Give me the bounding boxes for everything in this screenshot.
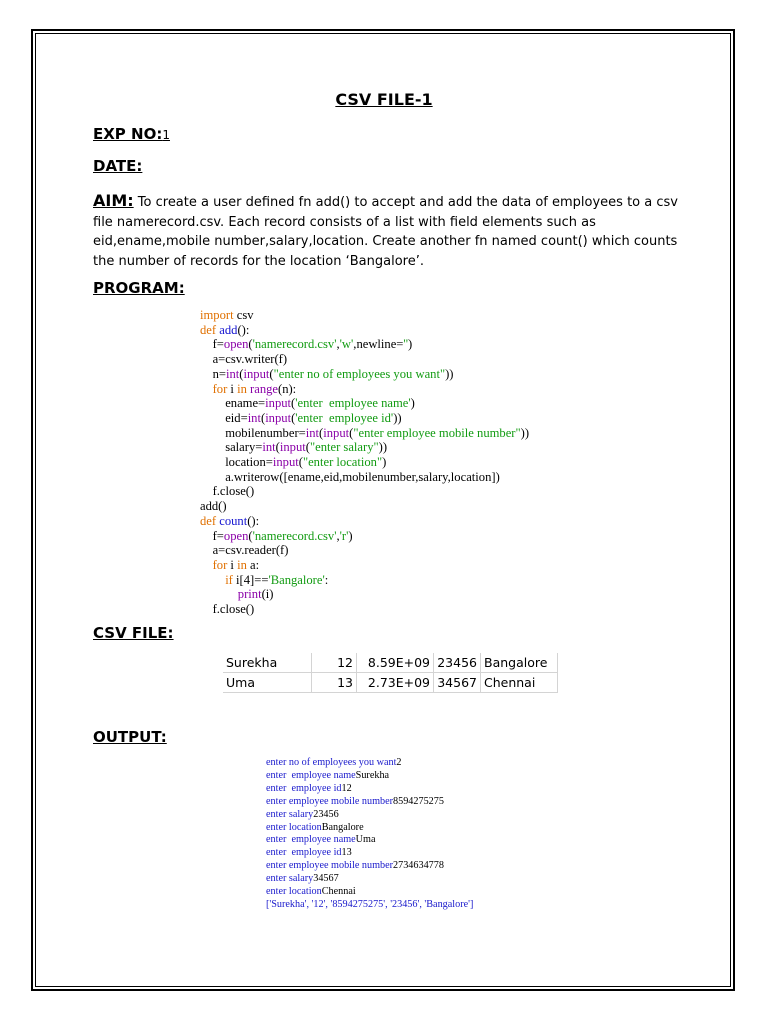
code-token: ( [269,366,274,381]
code-token: ( [349,425,354,440]
output-line [266,899,494,912]
code-token: : [324,572,329,587]
table-cell: Chennai [481,673,558,693]
code-token: 'w' [339,337,354,352]
output-token: 13 [341,847,352,859]
code-token [200,382,213,396]
output-token: 23456 [313,808,339,820]
output-token: ['Surekha', '12', '8594275275', '23456', 'Bangalore'] [266,898,474,910]
code-token: , [336,337,340,352]
code-token: '' [403,337,408,352]
code-token: )) [378,440,388,455]
output-token: Bangalore [321,821,364,833]
code-token: ( [291,410,296,425]
code-token: ( [248,337,253,352]
output-token: 2734634778 [393,860,444,872]
code-token: 'Bangalore' [268,572,325,587]
code-token: i [227,381,238,396]
code-token: add() [200,499,227,514]
code-token: i [227,557,238,572]
code-token: (): [237,322,250,337]
code-token: , [336,528,340,543]
date-heading: DATE: [93,157,143,175]
code-line [200,573,529,588]
aim-label: AIM: [93,191,134,210]
code-token: ( [291,396,296,411]
code-token: int [305,425,320,440]
code-line [200,426,529,441]
output-line [266,834,494,847]
code-token: "enter no of employees you want" [273,366,446,381]
table-cell: Bangalore [481,653,558,673]
table-cell: 12 [312,653,357,673]
program-code-block [200,308,529,617]
code-token: input [265,410,292,425]
output-token: Uma [355,834,376,846]
output-token: enter employee id [266,782,342,794]
code-token: if [225,572,233,587]
code-token: (): [247,513,260,528]
code-token: in [237,557,247,572]
code-line [200,499,529,514]
code-token: ( [275,440,280,455]
table-cell: Surekha [223,653,312,673]
code-token: 'namerecord.csv' [252,528,337,543]
code-token: add [219,322,238,337]
output-line [266,770,494,783]
output-token: 34567 [313,873,339,885]
code-token: for [212,381,228,396]
code-token: a.writerow([ename,eid,mobilenumber,salary,location]) [200,469,500,484]
output-line [266,860,494,873]
code-token: ename= [200,396,266,411]
code-line [200,543,529,558]
code-token: 'enter employee name' [295,396,411,411]
code-token: (i) [261,587,274,602]
code-token: ,newline= [353,337,404,352]
code-token: i[4]== [232,572,269,587]
code-token: 'namerecord.csv' [252,337,337,352]
output-token: enter location [266,821,322,833]
code-token: int [226,366,240,381]
code-line [200,529,529,544]
program-output-block [266,757,494,909]
code-token: csv [233,308,254,322]
code-line [200,558,529,573]
code-line [200,367,529,382]
exp-no-heading [93,125,170,143]
code-token: ( [319,425,324,440]
code-token: print [237,587,262,602]
code-token: f.close() [200,484,255,499]
code-token: range [250,381,278,396]
code-token [200,558,213,572]
output-token: enter salary [266,873,314,885]
code-line [200,514,529,529]
code-line [200,396,529,411]
code-token: ( [248,528,253,543]
output-token: 8594275275 [393,795,444,807]
output-token: 2 [396,757,402,768]
code-token: f= [200,337,224,352]
code-token: ( [298,455,303,470]
output-line [266,886,494,899]
code-token: 'r' [339,528,349,543]
code-token: in [237,381,247,396]
table-cell: 2.73E+09 [357,673,434,693]
code-token: ) [407,337,413,352]
code-token: count [219,513,248,528]
code-line [200,323,529,338]
code-line [200,484,529,499]
code-token: f.close() [200,602,255,617]
table-cell: 23456 [434,653,481,673]
code-token: open [223,337,249,352]
output-token: Surekha [355,769,390,781]
code-line [200,602,529,617]
code-token: )) [445,366,454,381]
code-line [200,352,529,367]
exp-no-label: EXP NO: [93,125,163,143]
output-line [266,873,494,886]
code-token: a=csv.reader(f) [200,543,289,558]
output-token: enter location [266,886,322,898]
code-token: input [279,440,306,455]
code-token: open [223,528,249,543]
output-token: enter employee id [266,847,342,859]
code-token: "enter salary" [309,440,379,455]
table-cell: Uma [223,673,312,693]
table-row [223,653,558,673]
code-token: n= [200,366,226,381]
code-token: def [200,513,217,528]
code-token: int [262,440,276,455]
table-cell: 13 [312,673,357,693]
code-token: import [200,308,234,322]
code-token: f= [200,528,224,543]
code-line [200,337,529,352]
code-token: input [323,425,350,440]
code-token: )) [393,410,402,425]
code-token: ) [382,455,387,470]
code-token: ( [239,366,244,381]
code-token: int [247,410,261,425]
code-token: eid= [200,410,248,425]
output-token: enter employee mobile number [266,860,394,872]
code-line [200,308,529,323]
output-line [266,757,494,770]
code-token [200,573,225,587]
code-token [200,587,238,601]
output-line [266,847,494,860]
table-cell: 34567 [434,673,481,693]
output-token: enter salary [266,808,314,820]
output-token: Chennai [321,886,356,898]
output-line [266,809,494,822]
output-line [266,822,494,835]
code-token: salary= [200,440,263,455]
code-token: input [265,396,292,411]
code-token: ) [348,528,353,543]
code-token: input [243,366,270,381]
output-line [266,796,494,809]
output-token: enter no of employees you want [266,757,397,768]
code-token: ( [305,440,310,455]
code-token: location= [200,455,273,470]
code-token: ( [260,410,266,425]
table-cell: 8.59E+09 [357,653,434,673]
code-token: input [272,455,299,470]
output-heading: OUTPUT: [93,728,167,746]
code-token: def [200,322,217,337]
program-heading: PROGRAM: [93,279,185,297]
output-token: 12 [341,782,352,794]
code-line [200,440,529,455]
code-token: a: [246,557,260,572]
table-row [223,673,558,693]
output-token: enter employee mobile number [266,795,394,807]
output-token: enter employee name [266,834,356,846]
output-line [266,783,494,796]
code-token: (n): [278,381,297,396]
code-token: ) [410,396,415,411]
code-token: a=csv.writer(f) [200,352,288,367]
code-line [200,587,529,602]
code-line [200,470,529,485]
code-token: for [212,557,228,572]
aim-text: To create a user defined fn add() to accept and add the data of employees to a csv file namerecord.csv. Each record consists of a list with field elements such as eid,ename,mobile number,salary,location. Create another fn named count() which counts the number of records for the location ‘Bangalore’. [93,195,678,269]
code-token: )) [520,425,530,440]
code-token: 'enter employee id' [295,410,394,425]
code-line [200,411,529,426]
output-token: enter employee name [266,769,356,781]
code-line [200,382,529,397]
exp-no-value: 1 [162,128,170,142]
code-line [200,455,529,470]
code-token: mobilenumber= [200,425,306,440]
csv-file-table [223,653,558,693]
csv-file-heading: CSV FILE: [93,624,174,642]
page-title: CSV FILE-1 [335,90,433,109]
code-token: "enter employee mobile number" [353,425,521,440]
code-token: "enter location" [302,455,383,470]
aim-paragraph [93,191,683,271]
